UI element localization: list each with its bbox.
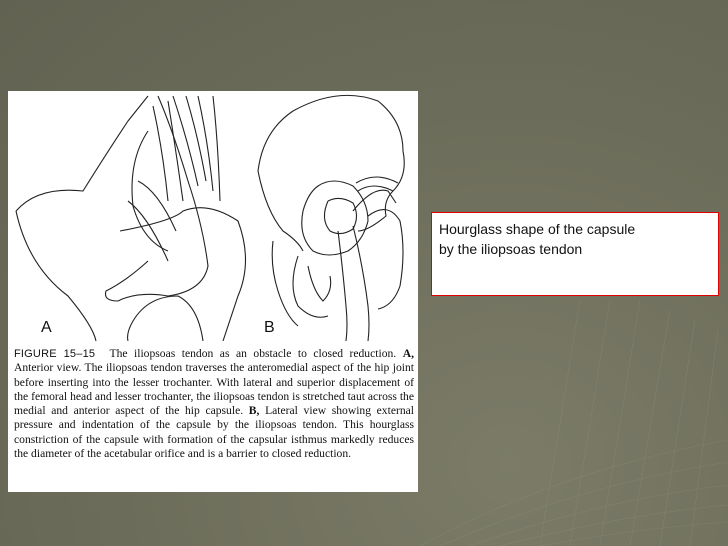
callout-line-1: Hourglass shape of the capsule <box>439 221 636 237</box>
callout-box <box>431 212 719 296</box>
figure-caption-title: FIGURE 15–15 <box>14 348 96 360</box>
panel-a-label: A <box>41 319 52 336</box>
panel-b-label: B <box>264 319 275 336</box>
caption-part-b-text: Lateral view showing external pressure and indentation of the capsule by the iliopsoas tendon. This hourglass constriction of the capsule with formation of the capsular isthmus markedly reduces the diameter of the acetabular orifice and is a barrier to closed reduction. <box>14 404 414 461</box>
callout-line-2: by the iliopsoas tendon <box>439 241 583 257</box>
panel-a-illustration <box>16 96 246 341</box>
hip-anatomy-drawing <box>8 91 418 341</box>
figure-caption-lead: The iliopsoas tendon as an obstacle to closed reduction. <box>109 347 397 360</box>
anatomy-figure <box>8 91 418 492</box>
figure-caption <box>14 347 414 461</box>
caption-part-b-label: B, <box>248 404 260 418</box>
caption-part-a-text: Anterior view. The iliopsoas tendon traverses the anteromedial aspect of the hip joint before inserting into the lesser trochanter. With lateral and superior displacement of the femoral head and lesser trochanter, the iliopsoas tendon is stretched taut across the medial and anterior aspect of the hip capsule. <box>14 361 414 418</box>
panel-b-illustration <box>258 95 404 341</box>
caption-part-a-label: A, <box>402 347 414 360</box>
